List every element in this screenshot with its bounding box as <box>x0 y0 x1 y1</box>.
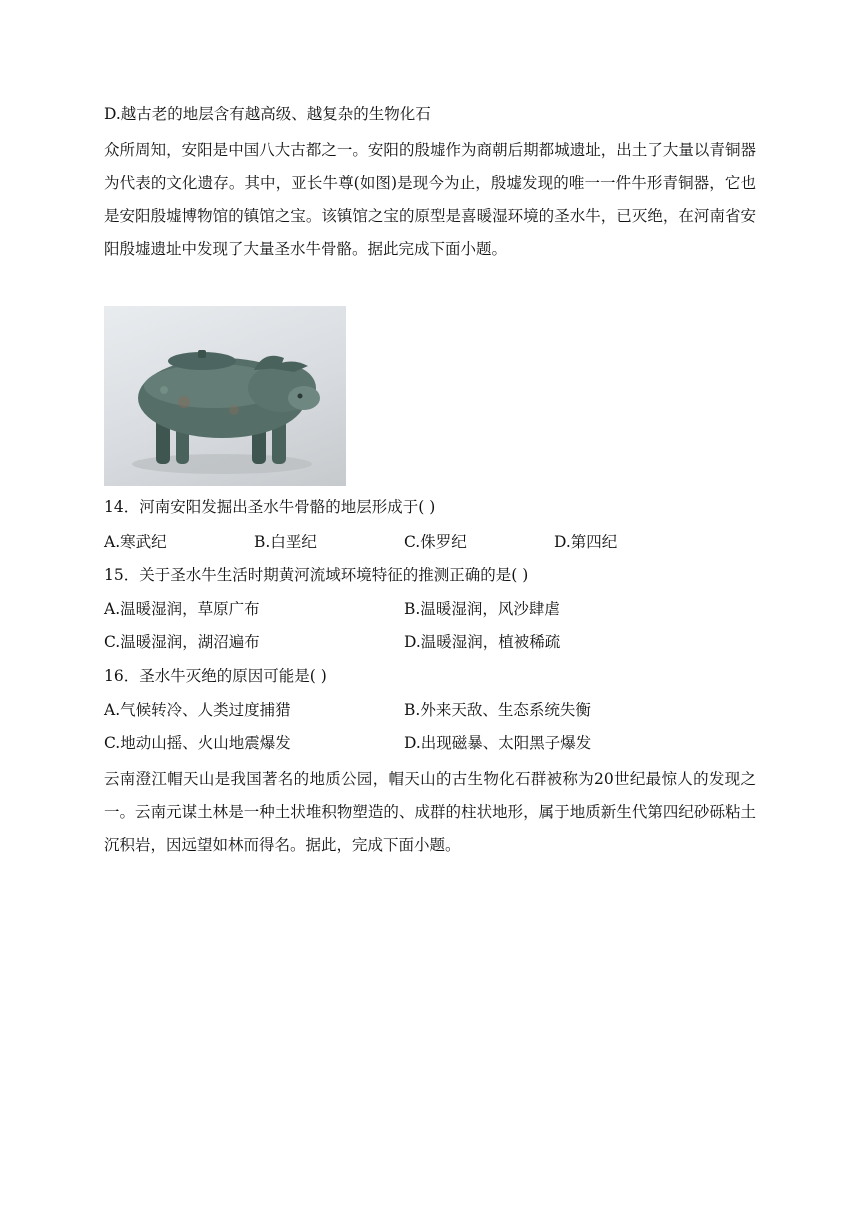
question-14-stem: 14．河南安阳发掘出圣水牛骨骼的地层形成于( ) <box>104 498 436 516</box>
bronze-ox-zun-image <box>104 306 346 486</box>
passage-yinxu: 众所周知，安阳是中国八大古都之一。安阳的殷墟作为商朝后期都城遗址，出土了大量以青铜器为代表的文化遗存。其中，亚长牛尊(如图)是现今为止，殷墟发现的唯一一件牛形青铜器，它也是安阳殷墟博物馆的镇馆之宝。该镇馆之宝的原型是喜暖湿环境的圣水牛，已灭绝，在河南省安阳殷墟遗址中发现了大量圣水牛骨骼。据此完成下面小题。 <box>104 141 756 258</box>
option-d-previous-question: D.越古老的地层含有越高级、越复杂的生物化石 <box>104 105 431 123</box>
question-15-stem: 15．关于圣水牛生活时期黄河流域环境特征的推测正确的是( ) <box>104 566 529 584</box>
q15-option-b: B.温暖湿润，风沙肆虐 <box>404 600 560 618</box>
q14-option-d: D.第四纪 <box>554 533 618 551</box>
q16-option-b: B.外来天敌、生态系统失衡 <box>404 701 591 719</box>
q16-option-a: A.气候转冷、人类过度捕猎 <box>104 701 291 719</box>
q15-option-a: A.温暖湿润，草原广布 <box>104 600 260 618</box>
passage-chengjiang-yuanmou: 云南澄江帽天山是我国著名的地质公园，帽天山的古生物化石群被称为20世纪最惊人的发现之一。云南元谋土林是一种土状堆积物塑造的、成群的柱状地形，属于地质新生代第四纪砂砾粘土沉积岩，因远望如林而得名。据此，完成下面小题。 <box>104 770 756 854</box>
q14-option-a: A.寒武纪 <box>104 533 167 551</box>
q14-option-b: B.白垩纪 <box>254 533 317 551</box>
q16-option-d: D.出现磁暴、太阳黑子爆发 <box>404 734 592 752</box>
q15-option-c: C.温暖湿润，湖沼遍布 <box>104 633 260 651</box>
q16-option-c: C.地动山摇、火山地震爆发 <box>104 734 291 752</box>
question-16-stem: 16．圣水牛灭绝的原因可能是( ) <box>104 667 327 685</box>
q14-option-c: C.侏罗纪 <box>404 533 467 551</box>
q15-option-d: D.温暖湿润，植被稀疏 <box>404 633 561 651</box>
